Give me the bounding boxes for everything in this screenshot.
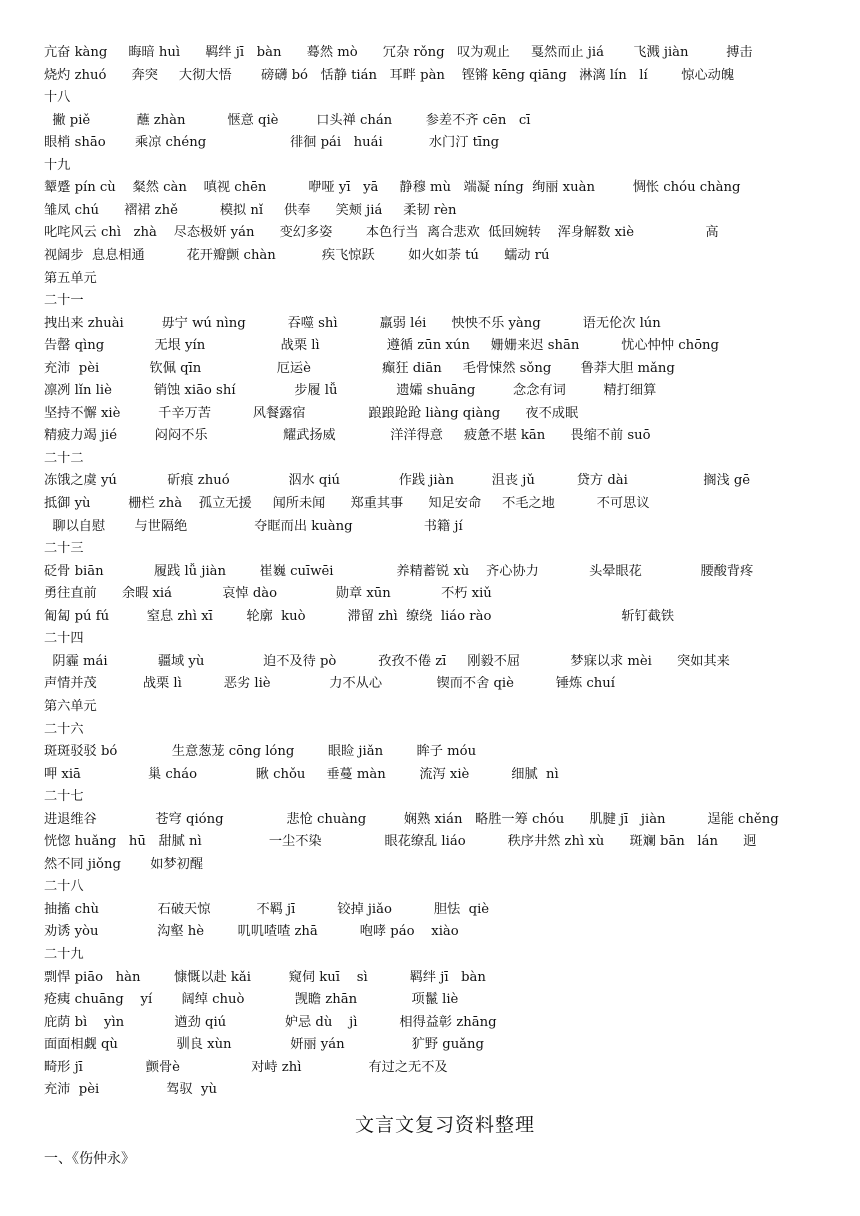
text-line: 拽出来 zhuài 毋宁 wú nìng 吞噬 shì 羸弱 léi 怏怏不乐 yàng 语无伦次 lún [44, 315, 661, 331]
text-line: 充沛 pèi 驾驭 yù [44, 1082, 217, 1098]
text-line: 匍匐 pú fú 窒息 zhì xī 轮廓 kuò 滞留 zhì 缭绕 liáo rào 斩钉截铁 [44, 608, 675, 624]
text-line: 颦蹙 pín cù 粲然 càn 嗔视 chēn 咿哑 yī yā 静穆 mù 端凝 níng 绚丽 xuàn 惆怅 chóu chàng [44, 180, 741, 196]
subsection-title: 一、《伤仲永》 [44, 1151, 135, 1167]
text-line: 然不同 jiǒng 如梦初醒 [44, 856, 204, 872]
text-line: 眼梢 shāo 乘凉 chéng 徘徊 pái huái 水门汀 tīng [44, 135, 500, 151]
text-line: 聊以自慰 与世隔绝 夺眶而出 kuàng 书籍 jí [44, 518, 463, 534]
text-line: 二十一 [44, 293, 84, 309]
text-line: 剽悍 piāo hàn 慷慨以赴 kǎi 窥伺 kuī sì 羁绊 jī bàn [44, 969, 486, 985]
text-line: 撇 piě 蘸 zhàn 惬意 qiè 口头禅 chán 参差不齐 cēn cī [44, 112, 531, 128]
text-line: 二十二 [44, 450, 84, 466]
text-line: 烧灼 zhuó 奔突 大彻大悟 磅礴 bó 恬静 tián 耳畔 pàn 铿锵 kēng qiāng 淋漓 lín lí 惊心动魄 [44, 67, 735, 83]
text-line: 十九 [44, 157, 71, 173]
text-line: 二十三 [44, 541, 84, 557]
text-line: 坚持不懈 xiè 千辛万苦 风餐露宿 踉踉跄跄 liàng qiàng 夜不成眠 [44, 405, 579, 421]
text-line: 凛冽 lǐn liè 销蚀 xiāo shí 步履 lǚ 遗孀 shuāng 念念有词 精打细算 [44, 383, 657, 399]
text-line: 疮痍 chuāng yí 阔绰 chuò 觊瞻 zhān 项鬣 liè [44, 992, 459, 1008]
section-heading: 文言文复习资料整理 [354, 1114, 535, 1136]
text-line: 十八 [44, 90, 71, 106]
text-line: 抽搐 chù 石破天惊 不羁 jī 铰掉 jiǎo 胆怯 qiè [44, 901, 490, 917]
text-line: 雏凤 chú 褶裙 zhě 模拟 nǐ 供奉 笑颊 jiá 柔韧 rèn [44, 202, 457, 218]
text-line: 声情并茂 战栗 lì 恶劣 liè 力不从心 锲而不舍 qiè 锤炼 chuí [44, 676, 616, 692]
text-line: 冻饿之虞 yú 斫痕 zhuó 泅水 qiú 作践 jiàn 沮丧 jǔ 贷方 dài 搁浅 gē [44, 473, 751, 489]
text-line: 二十六 [44, 721, 84, 737]
text-line: 勇往直前 余暇 xiá 哀悼 dào 勋章 xūn 不朽 xiǔ [44, 586, 492, 602]
text-line: 阴霾 mái 疆域 yù 迫不及待 pò 孜孜不倦 zī 刚毅不屈 梦寐以求 mèi 突如其来 [44, 653, 730, 669]
text-line: 劝诱 yòu 沟壑 hè 叽叽喳喳 zhā 咆哮 páo xiào [44, 924, 459, 940]
text-line: 第六单元 [44, 698, 97, 714]
text-line: 斑斑驳驳 bó 生意葱茏 cōng lóng 眼睑 jiǎn 眸子 móu [44, 744, 477, 760]
text-line: 精疲力竭 jié 闷闷不乐 耀武扬威 洋洋得意 疲惫不堪 kān 畏缩不前 suō [44, 428, 651, 444]
text-line: 视阔步 息息相通 花开瓣颤 chàn 疾飞惊跃 如火如荼 tú 蠕动 rú [44, 247, 550, 263]
text-line: 二十七 [44, 789, 84, 805]
text-line: 恍惚 huǎng hū 甜腻 nì 一尘不染 眼花缭乱 liáo 秩序井然 zhì xù 斑斓 bān lán 迥 [44, 834, 757, 850]
text-line: 亢奋 kàng 晦暗 huì 羁绊 jī bàn 蓦然 mò 冗杂 rǒng 叹为观止 戛然而止 jiá 飞溅 jiàn 搏击 [44, 45, 753, 60]
text-line: 第五单元 [44, 270, 97, 286]
text-line: 畸形 jī 颤骨è 对峙 zhì 有过之无不及 [44, 1059, 448, 1075]
text-line: 庇荫 bì yìn 遒劲 qiú 妒忌 dù jì 相得益彰 zhāng [44, 1014, 497, 1030]
text-line: 呷 xiā 巢 cháo 瞅 chǒu 垂蔓 màn 流泻 xiè 细腻 nì [44, 766, 559, 782]
text-line: 面面相觑 qù 驯良 xùn 妍丽 yán 犷野 guǎng [44, 1037, 484, 1053]
text-line: 二十四 [44, 631, 84, 647]
text-line: 叱咤风云 chì zhà 尽态极妍 yán 变幻多姿 本色行当 离合悲欢 低回婉转 浑身解数 xiè 高 [44, 225, 719, 241]
text-line: 告罄 qìng 无垠 yín 战栗 lì 遵循 zūn xún 姗姗来迟 shān 忧心忡忡 chōng [44, 338, 719, 354]
text-line: 充沛 pèi 钦佩 qīn 厄运è 癫狂 diān 毛骨悚然 sǒng 鲁莽大胆 mǎng [44, 360, 675, 376]
text-line: 进退维谷 苍穹 qióng 悲怆 chuàng 娴熟 xián 略胜一筹 chóu 肌腱 jī jiàn 逞能 chěng [44, 811, 779, 827]
text-line: 二十九 [44, 947, 84, 962]
text-line: 砭骨 biān 履践 lǚ jiàn 崔巍 cuīwēi 养精蓄锐 xù 齐心协力 头晕眼花 腰酸背疼 [44, 563, 754, 579]
text-line: 二十八 [44, 879, 84, 895]
text-line: 抵御 yù 栅栏 zhà 孤立无援 闻所未闻 郑重其事 知足安命 不毛之地 不可思议 [44, 496, 650, 511]
